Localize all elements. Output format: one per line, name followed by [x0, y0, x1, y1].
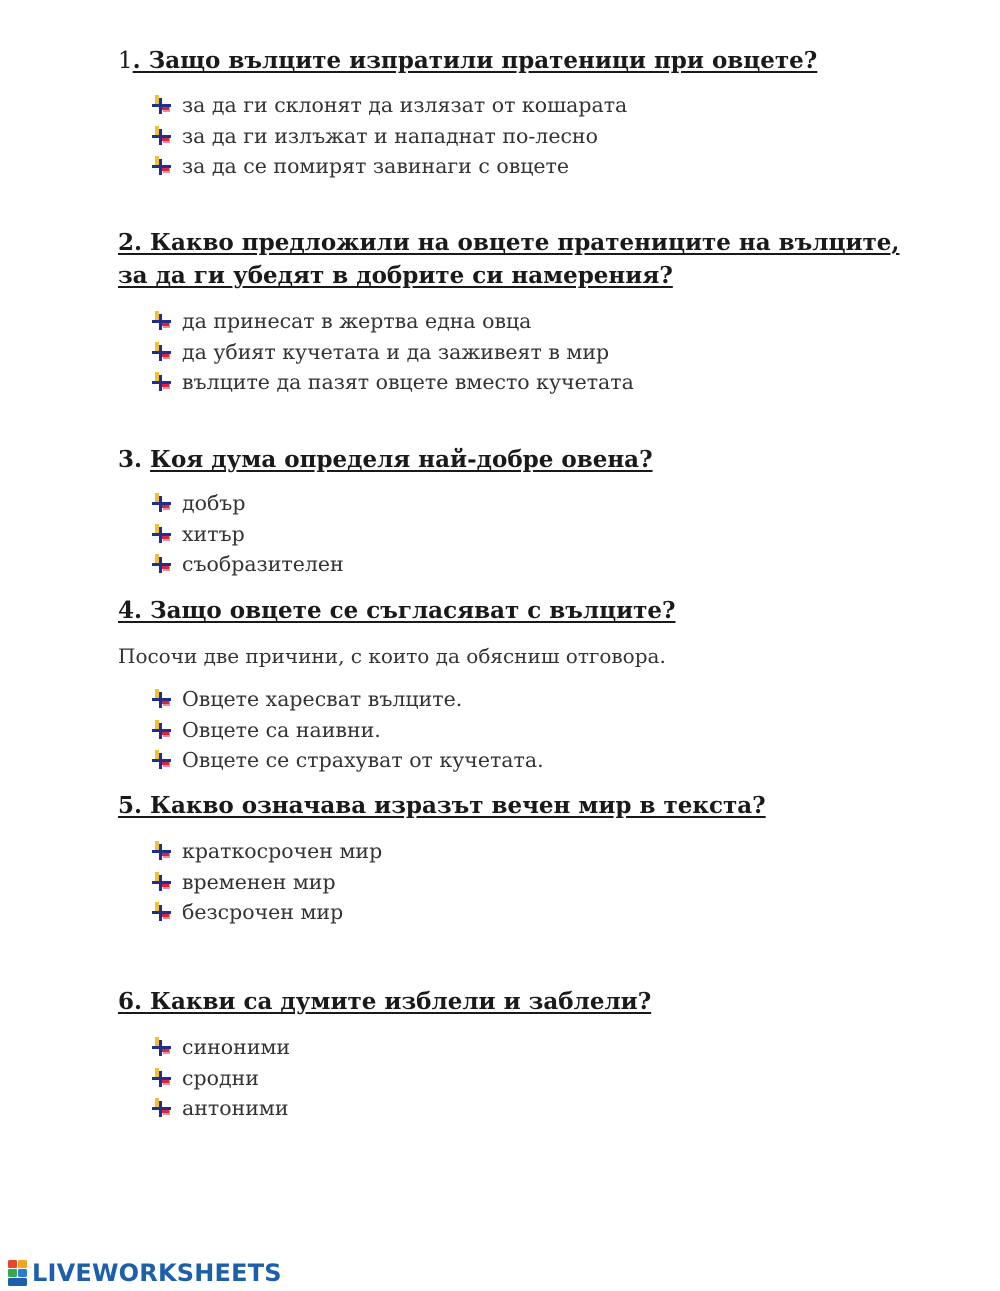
option-item[interactable] — [150, 1032, 290, 1063]
option-text: временен мир — [182, 869, 336, 894]
question-1-text: . Защо вълците изпратили пратеници при овцете? — [132, 47, 818, 74]
question-6-options — [150, 1032, 290, 1124]
option-text: да убият кучетата и да заживеят в мир — [182, 339, 610, 364]
option-item[interactable] — [150, 367, 634, 398]
option-text: добър — [182, 491, 246, 516]
option-item[interactable] — [150, 337, 634, 368]
option-item[interactable] — [150, 306, 634, 337]
option-item[interactable] — [150, 90, 627, 121]
option-item[interactable] — [150, 549, 344, 580]
question-4-text: 4. Защо овцете се съгласяват с вълците? — [118, 597, 676, 624]
arrow-bullet-icon — [150, 1096, 174, 1120]
liveworksheets-logo-icon — [8, 1260, 28, 1286]
option-text: антоними — [182, 1096, 289, 1121]
option-item[interactable] — [150, 745, 544, 776]
option-item[interactable] — [150, 519, 344, 550]
arrow-bullet-icon — [150, 1035, 174, 1059]
option-text: да принесат в жертва една овца — [182, 309, 532, 334]
arrow-bullet-icon — [150, 900, 174, 924]
option-item[interactable] — [150, 121, 627, 152]
option-item[interactable] — [150, 1063, 290, 1094]
question-3-number: 3. — [118, 446, 151, 473]
option-text: за да ги излъжат и нападнат по-лесно — [182, 123, 598, 148]
option-text: съобразителен — [182, 552, 344, 577]
option-text: сродни — [182, 1065, 259, 1090]
option-text: безсрочен мир — [182, 900, 344, 925]
option-text: за да се помирят завинаги с овцете — [182, 154, 570, 179]
option-text: Овцете се страхуват от кучетата. — [182, 748, 544, 773]
arrow-bullet-icon — [150, 839, 174, 863]
arrow-bullet-icon — [150, 154, 174, 178]
option-item[interactable] — [150, 715, 544, 746]
brand-text: LIVEWORKSHEETS — [32, 1259, 282, 1287]
question-4-options — [150, 684, 544, 776]
arrow-bullet-icon — [150, 1066, 174, 1090]
arrow-bullet-icon — [150, 687, 174, 711]
question-4-title — [118, 594, 676, 627]
arrow-bullet-icon — [150, 370, 174, 394]
arrow-bullet-icon — [150, 340, 174, 364]
option-text: Овцете са наивни. — [182, 717, 381, 742]
question-1-number: 1 — [118, 48, 133, 74]
question-1-title — [118, 44, 817, 78]
question-2-title — [118, 226, 899, 292]
question-5-options — [150, 836, 382, 928]
arrow-bullet-icon — [150, 522, 174, 546]
option-item[interactable] — [150, 684, 544, 715]
question-3-options — [150, 488, 344, 580]
question-6-title — [118, 985, 651, 1018]
arrow-bullet-icon — [150, 491, 174, 515]
arrow-bullet-icon — [150, 93, 174, 117]
question-5-title — [118, 789, 766, 822]
question-2-line-2: за да ги убедят в добрите си намерения? — [118, 262, 673, 289]
option-item[interactable] — [150, 836, 382, 867]
option-item[interactable] — [150, 867, 382, 898]
question-3-text: Коя дума определя най-добре овена? — [150, 446, 653, 473]
question-2-line-1: 2. Какво предложили на овцете пратениците на вълците, — [118, 229, 900, 256]
arrow-bullet-icon — [150, 870, 174, 894]
option-item[interactable] — [150, 1093, 290, 1124]
question-2-options — [150, 306, 634, 398]
question-4-note: Посочи две причини, с които да обясниш отговора. — [118, 644, 666, 668]
arrow-bullet-icon — [150, 309, 174, 333]
option-text: Овцете харесват вълците. — [182, 687, 463, 712]
arrow-bullet-icon — [150, 718, 174, 742]
option-text: синоними — [182, 1035, 291, 1060]
option-text: за да ги склонят да излязат от кошарата — [182, 93, 628, 118]
question-1-options — [150, 90, 627, 182]
arrow-bullet-icon — [150, 124, 174, 148]
arrow-bullet-icon — [150, 552, 174, 576]
option-text: краткосрочен мир — [182, 839, 383, 864]
option-text: вълците да пазят овцете вместо кучетата — [182, 370, 634, 395]
liveworksheets-logo[interactable] — [8, 1259, 282, 1287]
arrow-bullet-icon — [150, 748, 174, 772]
option-item[interactable] — [150, 151, 627, 182]
question-5-text: 5. Какво означава изразът вечен мир в текста? — [118, 792, 766, 819]
option-item[interactable] — [150, 897, 382, 928]
option-item[interactable] — [150, 488, 344, 519]
option-text: хитър — [182, 521, 245, 546]
question-6-text: 6. Какви са думите изблели и заблели? — [118, 988, 652, 1015]
question-3-title — [118, 443, 653, 476]
